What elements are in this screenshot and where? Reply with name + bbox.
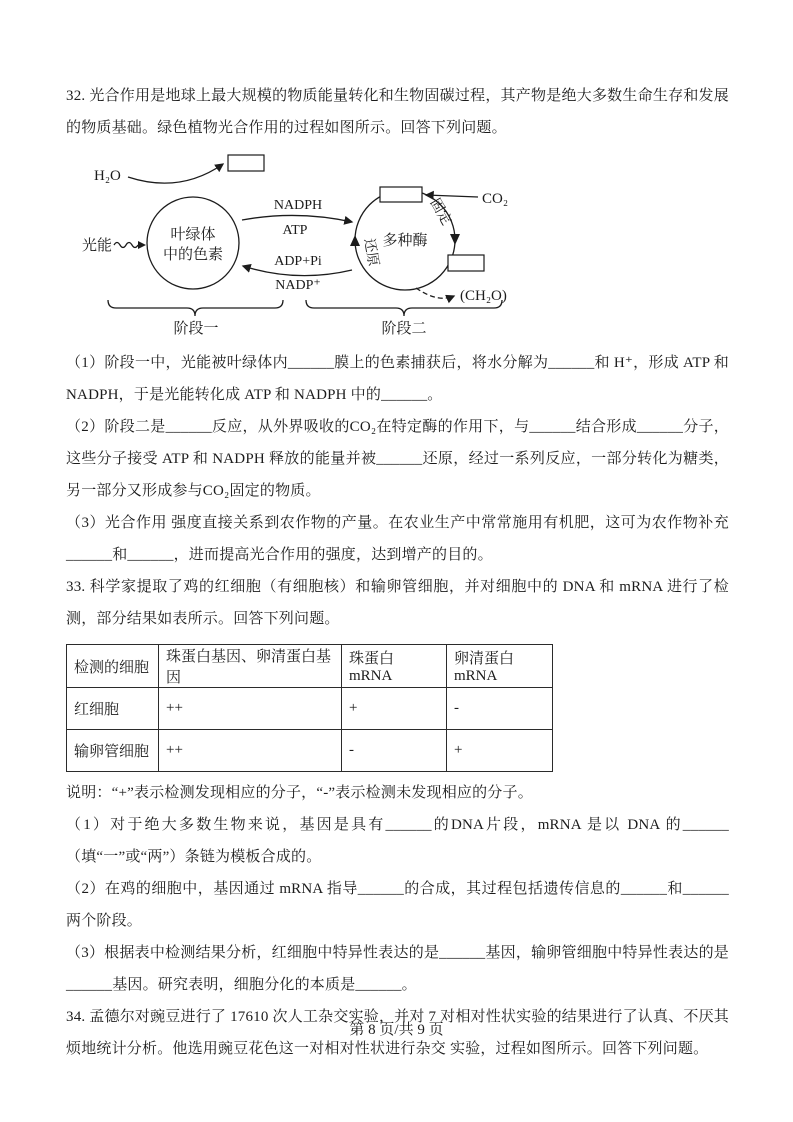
cycle-arrowhead-left [350,235,360,246]
question-32 [66,80,729,571]
cell: - [342,730,447,772]
photosynthesis-figure [80,150,550,338]
light-arrowhead [138,241,146,249]
table-row-red-blood-cell [67,688,553,730]
h2o-to-blank-arrow [128,164,223,183]
enzymes-label: 多种酶 [382,233,428,249]
q34-intro: 34. 孟德尔对豌豆进行了 17610 次人工杂交实验，并对 7 对相对性状实验的结果进行了认真、不厌其烦地统计分析。他选用豌豆花色这一对相对性状进行杂交 实验，过程如图所示。回答下列问题。 [66,1009,729,1057]
photosynthesis-diagram [80,150,729,343]
nadph-label: NADPH [273,198,323,213]
diagram-blank-3 [448,255,484,271]
diagram-blank-1 [228,155,264,171]
co2-in-arrow [426,195,478,197]
atp-label: ATP [282,223,308,238]
q32-part-1: （1）阶段一中，光能被叶绿体内______膜上的色素捕获后，将水分解为______和 H⁺，形成 ATP 和 NADPH，于是光能转化成 ATP 和 NADPH 中的______。 [66,355,729,403]
cell: + [342,688,447,730]
cell: ++ [159,688,342,730]
light-energy-label: 光能 [82,238,113,254]
q33-part-1: （1）对于绝大多数生物来说，基因是具有______的DNA片段，mRNA 是以 DNA 的______（填“一”或“两”）条链为模板合成的。 [66,817,729,865]
stage2-label: 阶段二 [381,321,427,337]
nadph-atp-arrow [242,215,352,222]
stage1-brace [108,300,283,316]
stage1-label: 阶段一 [173,321,219,337]
header-cell-ovalbumin-mrna: 卵清蛋白 mRNA [447,645,553,688]
cycle-arrowhead-right [450,234,460,245]
ch2o-label: (CH₂O) [460,288,507,304]
q33-part-3: （3）根据表中检测结果分析，红细胞中特异性表达的是______基因，输卵管细胞中特异性表达的是______基因。研究表明，细胞分化的本质是______。 [66,945,729,993]
cell: 输卵管细胞 [67,730,159,772]
page-footer [0,1018,793,1039]
ch2o-out-dashed-arrow [416,288,454,298]
detection-table [66,644,553,772]
header-cell-genes: 珠蛋白基因、卵清蛋白基因 [159,645,342,688]
q32-part-2: （2）阶段二是______反应，从外界吸收的CO₂在特定酶的作用下，与______结合形成______分子，这些分子接受 ATP 和 NADPH 释放的能量并被______还原，经过一系列反应，一部分转化为糖类，另一部分又形成参与CO₂固定的物质。 [66,419,729,499]
co2-label: CO₂ [482,191,509,207]
q33-part-2: （2）在鸡的细胞中，基因通过 mRNA 指导______的合成，其过程包括遗传信息的______和______两个阶段。 [66,881,729,929]
q33-intro: 33. 科学家提取了鸡的红细胞（有细胞核）和输卵管细胞，并对细胞中的 DNA 和 mRNA 进行了检测，部分结果如表所示。回答下列问题。 [66,579,729,627]
q33-note: 说明：“+”表示检测发现相应的分子，“-”表示检测未发现相应的分子。 [66,785,533,801]
pigment-label-line1: 叶绿体 [170,227,216,243]
cell: + [447,730,553,772]
q32-part-3: （3）光合作用 强度直接关系到农作物的产量。在农业生产中常常施用有机肥，这可为农作物补充______和______，进而提高光合作用的强度，达到增产的目的。 [66,515,729,563]
cell: 红细胞 [67,688,159,730]
cell: - [447,688,553,730]
question-33 [66,571,729,1001]
h2o-label: H₂O [94,168,121,184]
fixation-label: 固定 [426,196,454,229]
reduction-label: 还原 [360,237,381,268]
pigment-label-line2: 中的色素 [162,247,224,263]
q32-intro: 32. 光合作用是地球上最大规模的物质能量转化和生物固碳过程，其产物是绝大多数生命生存和发展的物质基础。绿色植物光合作用的过程如图所示。回答下列问题。 [66,88,729,136]
table-header-row [67,645,553,688]
light-wavy-arrow [114,243,138,248]
page-number: 第 8 页/共 9 页 [349,1022,444,1038]
header-cell-globin-mrna: 珠蛋白 mRNA [342,645,447,688]
table-row-oviduct-cell [67,730,553,772]
cell: ++ [159,730,342,772]
chloroplast-pigment-circle [147,197,239,289]
header-cell-detected-cells: 检测的细胞 [67,645,159,688]
adp-pi-label: ADP+Pi [274,254,322,269]
nadp-plus-label: NADP⁺ [275,278,321,293]
diagram-blank-2 [380,187,422,202]
